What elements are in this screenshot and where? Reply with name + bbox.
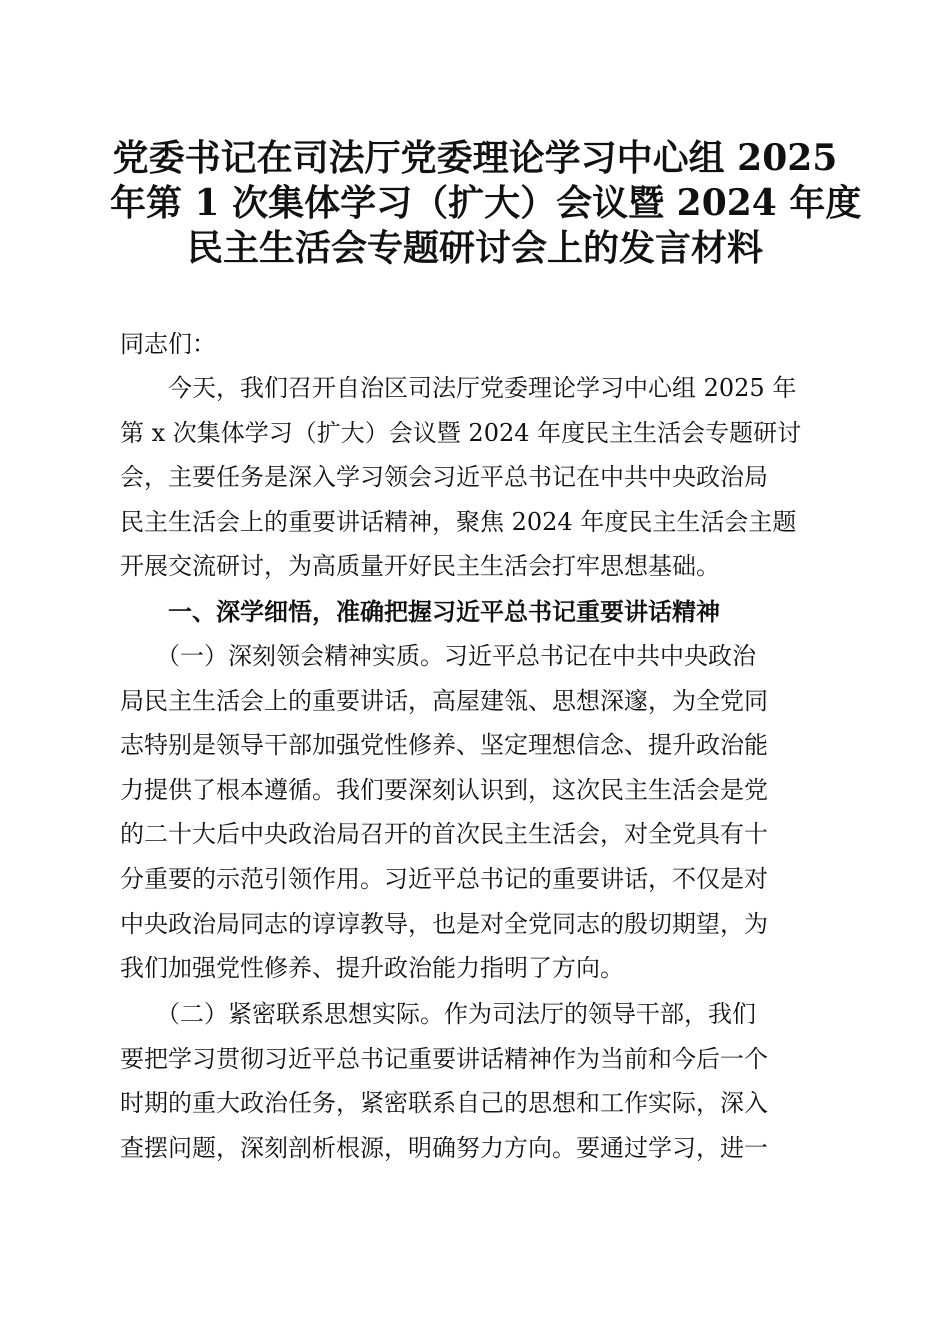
text-line: 要把学习贯彻习近平总书记重要讲话精神作为当前和今后一个 (120, 1044, 768, 1073)
text-line: 分重要的示范引领作用。习近平总书记的重要讲话，不仅是对 (120, 864, 768, 893)
text-line: 志特别是领导干部加强党性修养、坚定理想信念、提升政治能 (120, 731, 768, 760)
title-line: 党委书记在司法厅党委理论学习中心组 2025 (112, 137, 838, 179)
text-line: 局民主生活会上的重要讲话，高屋建瓴、思想深邃，为全党同 (120, 686, 768, 715)
text-line: （一）深刻领会精神实质。习近平总书记在中共中央政治 (120, 642, 756, 670)
text-line: 我们加强党性修养、提升政治能力指明了方向。 (120, 954, 624, 983)
text-line: 民主生活会上的重要讲话精神，聚焦 2024 年度民主生活会主题 (120, 507, 797, 536)
salutation: 同志们： (120, 330, 216, 358)
text-line: 今天，我们召开自治区司法厅党委理论学习中心组 2025 年 (120, 374, 797, 402)
section-heading-1: 一、深学细悟，准确把握习近平总书记重要讲话精神 (120, 598, 720, 626)
document-title (110, 136, 862, 271)
text-line: 力提供了根本遵循。我们要深刻认识到，这次民主生活会是党 (120, 775, 768, 804)
paragraph-intro (120, 366, 826, 589)
title-line: 民主生活会专题研讨会上的发言材料 (186, 227, 763, 269)
text-line: 开展交流研讨，为高质量开好民主生活会打牢思想基础。 (120, 552, 720, 581)
paragraph-section-1-1 (120, 634, 826, 991)
text-line: 时期的重大政治任务，紧密联系自己的思想和工作实际，深入 (120, 1089, 768, 1118)
text-line: 查摆问题，深刻剖析根源，明确努力方向。要通过学习，进一 (120, 1133, 768, 1162)
paragraph-section-1-2 (120, 992, 826, 1170)
text-line: （二）紧密联系思想实际。作为司法厅的领导干部，我们 (120, 1000, 756, 1028)
text-line: 的二十大后中央政治局召开的首次民主生活会，对全党具有十 (120, 820, 768, 849)
text-line: 第 x 次集体学习（扩大）会议暨 2024 年度民主生活会专题研讨 (120, 418, 802, 447)
text-line: 中央政治局同志的谆谆教导，也是对全党同志的殷切期望，为 (120, 909, 768, 938)
text-line: 会，主要任务是深入学习领会习近平总书记在中共中央政治局 (120, 463, 768, 492)
title-line: 年第 1 次集体学习（扩大）会议暨 2024 年度 (110, 182, 862, 224)
